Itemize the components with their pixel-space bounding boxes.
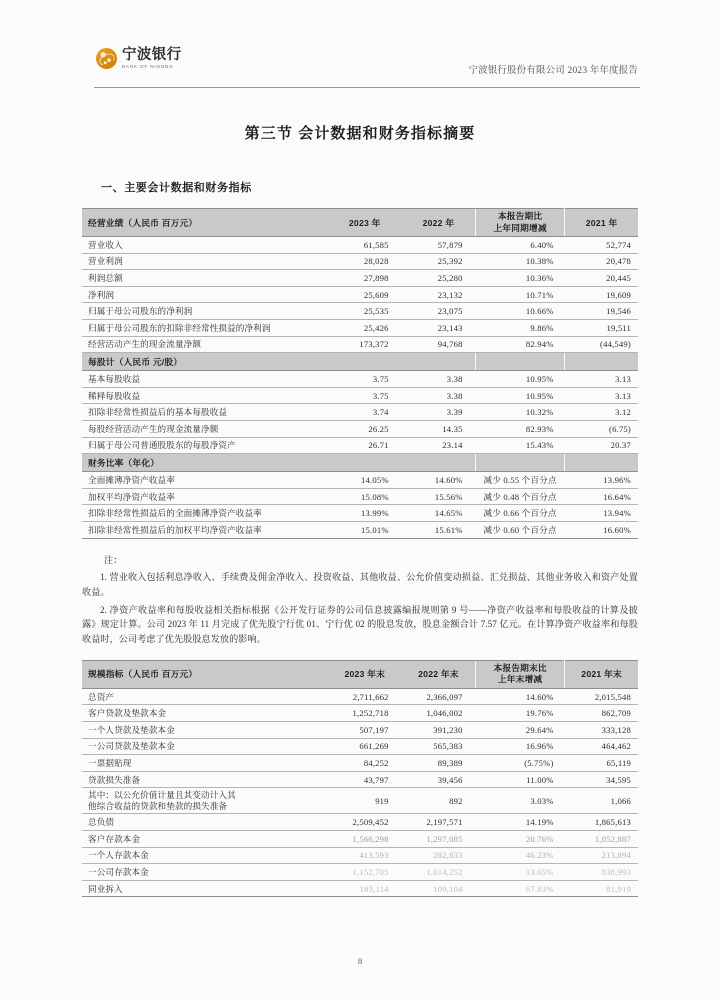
row-label: 加权平均净资产收益率	[82, 488, 328, 505]
table2-col-2022: 2022 年末	[402, 660, 476, 688]
table1-col-2023: 2023 年	[328, 209, 402, 237]
row-value-2023: 507,197	[328, 722, 402, 739]
group-row-spacer	[476, 454, 565, 472]
row-value-2023: 3.75	[328, 371, 402, 388]
logo-wordmark	[122, 48, 182, 69]
row-value-2021: 20,478	[565, 253, 638, 270]
table1-header-row	[82, 209, 638, 237]
row-value-2022: 2,366,097	[402, 688, 476, 705]
table-row	[82, 830, 638, 847]
table-row	[82, 864, 638, 881]
row-value-change: 15.43%	[476, 437, 565, 454]
row-value-2022: 391,230	[402, 722, 476, 739]
note-item-1: 1. 营业收入包括利息净收入、手续费及佣金净收入、投资收益、其他收益、公允价值变动损益、汇兑损益、其他业务收入和资产处置收益。	[82, 572, 638, 597]
row-value-2022: 3.38	[402, 371, 476, 388]
running-header	[82, 46, 638, 88]
row-value-change: 10.36%	[476, 270, 565, 287]
row-label: 利润总额	[82, 270, 328, 287]
row-value-2021: 464,462	[565, 738, 638, 755]
table-row	[82, 237, 638, 254]
row-value-2023: 26.25	[328, 420, 402, 437]
row-value-2023: 25,609	[328, 286, 402, 303]
row-value-2023: 25,535	[328, 303, 402, 320]
row-value-2023: 173,372	[328, 336, 402, 353]
table-row	[82, 688, 638, 705]
row-value-2022: 1,046,002	[402, 705, 476, 722]
row-value-change: 10.66%	[476, 303, 565, 320]
table-row	[82, 371, 638, 388]
subsection-heading: 一、主要会计数据和财务指标	[101, 182, 252, 194]
row-label: 营业收入	[82, 237, 328, 254]
row-value-2022: 1,297,085	[402, 830, 476, 847]
row-label: 一票据贴现	[82, 755, 328, 772]
row-label: 稀释每股收益	[82, 387, 328, 404]
table-row	[82, 788, 638, 814]
row-value-2023: 43,797	[328, 771, 402, 788]
row-value-2021: 19,511	[565, 319, 638, 336]
row-label: 经营活动产生的现金流量净额	[82, 336, 328, 353]
notes-block	[82, 553, 638, 647]
table1-body	[82, 237, 638, 539]
change-line-2: 上年末增减	[497, 674, 543, 685]
table-row	[82, 847, 638, 864]
row-value-2023: 1,152,705	[328, 864, 402, 881]
row-value-2022: 25,280	[402, 270, 476, 287]
row-value-2021: 19,609	[565, 286, 638, 303]
row-value-2023: 25,426	[328, 319, 402, 336]
table-row	[82, 303, 638, 320]
row-value-2021: (44,549)	[565, 336, 638, 353]
table2-col-label: 规模指标（人民币 百万元）	[82, 660, 328, 688]
row-value-change: 6.40%	[476, 237, 565, 254]
notes-label: 注：	[104, 554, 123, 565]
row-value-change: 10.38%	[476, 253, 565, 270]
row-label: 归属于母公司股东的净利润	[82, 303, 328, 320]
row-value-2022: 23.14	[402, 437, 476, 454]
row-value-2021: 1,865,613	[565, 814, 638, 831]
row-label: 归属于母公司股东的扣除非经常性损益的净利润	[82, 319, 328, 336]
table1-col-2022: 2022 年	[402, 209, 476, 237]
table-group-row	[82, 353, 638, 371]
row-value-2023: 84,252	[328, 755, 402, 772]
table-row	[82, 270, 638, 287]
change-line-1: 本报告期比	[497, 211, 543, 222]
row-label: 扣除非经常性损益后的全面摊薄净资产收益率	[82, 505, 328, 522]
table-row	[82, 705, 638, 722]
table-row	[82, 488, 638, 505]
row-value-2021: 13.96%	[565, 472, 638, 489]
table-row	[82, 880, 638, 897]
row-value-2021: (6.75)	[565, 420, 638, 437]
row-label: 客户贷款及垫款本金	[82, 705, 328, 722]
table-row	[82, 336, 638, 353]
row-value-2022: 282,833	[402, 847, 476, 864]
row-value-2023: 2,711,662	[328, 688, 402, 705]
row-value-2023: 15.01%	[328, 521, 402, 538]
row-value-2021: 862,709	[565, 705, 638, 722]
main-accounting-indicators-table	[82, 208, 638, 539]
table-row	[82, 738, 638, 755]
row-value-change: 减少 0.48 个百分点	[476, 488, 565, 505]
table-row	[82, 505, 638, 522]
row-value-2022: 109,104	[402, 880, 476, 897]
row-label: 总负债	[82, 814, 328, 831]
row-value-2023: 26.71	[328, 437, 402, 454]
row-value-2022: 14.60%	[402, 472, 476, 489]
row-value-2021: 1,066	[565, 788, 638, 814]
row-value-change: 减少 0.60 个百分点	[476, 521, 565, 538]
row-label: 总资产	[82, 688, 328, 705]
row-value-2022: 15.61%	[402, 521, 476, 538]
row-value-2021: 20.37	[565, 437, 638, 454]
row-value-2023: 61,585	[328, 237, 402, 254]
row-value-2022: 25,392	[402, 253, 476, 270]
table1-col-2021: 2021 年	[565, 209, 638, 237]
row-value-change: 3.03%	[476, 788, 565, 814]
table-row	[82, 420, 638, 437]
row-label: 每股经营活动产生的现金流量净额	[82, 420, 328, 437]
bank-of-ningbo-logo-icon	[96, 48, 117, 69]
row-value-2021: 81,919	[565, 880, 638, 897]
row-value-change: 减少 0.55 个百分点	[476, 472, 565, 489]
row-value-2023: 15.08%	[328, 488, 402, 505]
row-value-2021: 65,119	[565, 755, 638, 772]
row-label: 其中：以公允价值计量且其变动计入其 他综合收益的贷款和垫款的损失准备	[82, 788, 328, 814]
row-value-change: 67.83%	[476, 880, 565, 897]
row-label: 一个人存款本金	[82, 847, 328, 864]
table-row	[82, 771, 638, 788]
row-label: 归属于母公司普通股股东的每股净资产	[82, 437, 328, 454]
row-value-2022: 15.56%	[402, 488, 476, 505]
row-label: 基本每股收益	[82, 371, 328, 388]
row-value-change: 82.93%	[476, 420, 565, 437]
row-value-change: 46.23%	[476, 847, 565, 864]
row-value-2023: 3.74	[328, 404, 402, 421]
row-value-2023: 1,252,718	[328, 705, 402, 722]
row-value-change: 14.60%	[476, 688, 565, 705]
table1-col-label: 经营业绩（人民币 百万元）	[82, 209, 328, 237]
table2-header-row	[82, 660, 638, 688]
row-value-2021: 3.13	[565, 387, 638, 404]
row-value-2023: 919	[328, 788, 402, 814]
row-value-2022: 89,389	[402, 755, 476, 772]
row-value-2023: 2,509,452	[328, 814, 402, 831]
group-row-label: 每股计（人民币 元/股）	[82, 353, 476, 371]
row-value-2022: 23,075	[402, 303, 476, 320]
logo-name-cn: 宁波银行	[122, 47, 182, 63]
table2-col-change	[476, 660, 565, 688]
table-row	[82, 404, 638, 421]
row-value-change: 9.86%	[476, 319, 565, 336]
group-row-spacer	[565, 353, 638, 371]
row-value-change: 82.94%	[476, 336, 565, 353]
table-row	[82, 722, 638, 739]
row-value-2021: 213,894	[565, 847, 638, 864]
table-row	[82, 387, 638, 404]
row-value-2023: 3.75	[328, 387, 402, 404]
table-row	[82, 253, 638, 270]
row-value-change: 11.00%	[476, 771, 565, 788]
table-group-row	[82, 454, 638, 472]
row-value-2021: 19,546	[565, 303, 638, 320]
row-label: 营业利润	[82, 253, 328, 270]
row-value-2021: 3.12	[565, 404, 638, 421]
row-value-2022: 39,456	[402, 771, 476, 788]
group-row-spacer	[565, 454, 638, 472]
row-value-change: 10.71%	[476, 286, 565, 303]
table2-col-2023: 2023 年末	[328, 660, 402, 688]
row-value-2022: 94,768	[402, 336, 476, 353]
row-value-2023: 28,028	[328, 253, 402, 270]
table-row	[82, 286, 638, 303]
row-value-2021: 13.94%	[565, 505, 638, 522]
row-value-2022: 1,014,252	[402, 864, 476, 881]
row-label: 净利润	[82, 286, 328, 303]
row-value-change: 20.76%	[476, 830, 565, 847]
row-label: 贷款损失准备	[82, 771, 328, 788]
row-value-2021: 333,128	[565, 722, 638, 739]
header-report-title: 宁波银行股份有限公司 2023 年年度报告	[468, 66, 638, 76]
row-value-change: 13.65%	[476, 864, 565, 881]
group-row-spacer	[476, 353, 565, 371]
table-row	[82, 755, 638, 772]
row-value-2021: 16.60%	[565, 521, 638, 538]
row-value-2022: 57,879	[402, 237, 476, 254]
row-label: 一公司存款本金	[82, 864, 328, 881]
row-value-2022: 23,132	[402, 286, 476, 303]
table-row	[82, 814, 638, 831]
row-value-2023: 14.05%	[328, 472, 402, 489]
row-value-change: (5.75%)	[476, 755, 565, 772]
note-item-2: 2. 净资产收益率和每股收益相关指标根据《公开发行证券的公司信息披露编报规则第 9 号——净资产收益率和每股收益的计算及披露》规定计算。公司 2023 年 11 月完成了优先股宁行优 01、宁行优 02 的股息发放，股息金额合计 7.57 亿元。在计算净资产收益率和每股收益时，公司考虑了优先股股息发放的影响。	[82, 604, 638, 645]
row-value-change: 10.32%	[476, 404, 565, 421]
row-label: 一个人贷款及垫款本金	[82, 722, 328, 739]
row-label: 同业拆入	[82, 880, 328, 897]
page-title: 第三节 会计数据和财务指标摘要	[244, 125, 476, 142]
scale-indicators-table	[82, 660, 638, 898]
row-label: 客户存款本金	[82, 830, 328, 847]
row-value-change: 14.19%	[476, 814, 565, 831]
row-value-2022: 3.39	[402, 404, 476, 421]
group-row-label: 财务比率（年化）	[82, 454, 476, 472]
table2-body	[82, 688, 638, 897]
row-value-change: 19.76%	[476, 705, 565, 722]
row-label: 全面摊薄净资产收益率	[82, 472, 328, 489]
row-value-2022: 2,197,571	[402, 814, 476, 831]
row-value-2021: 838,993	[565, 864, 638, 881]
logo-name-en: BANK OF NINGBO	[122, 63, 174, 69]
header-divider	[94, 87, 640, 88]
change-line-2: 上年同期增减	[493, 222, 547, 233]
row-value-2023: 1,566,298	[328, 830, 402, 847]
row-value-2023: 13.99%	[328, 505, 402, 522]
row-label: 扣除非经常性损益后的加权平均净资产收益率	[82, 521, 328, 538]
table2-col-2021: 2021 年末	[565, 660, 638, 688]
page-number: 8	[357, 956, 363, 966]
row-value-2022: 14.65%	[402, 505, 476, 522]
row-value-change: 10.95%	[476, 387, 565, 404]
table-row	[82, 437, 638, 454]
row-value-2022: 892	[402, 788, 476, 814]
change-line-1: 本报告期末比	[493, 663, 547, 674]
table1-col-change	[476, 209, 565, 237]
row-value-2022: 14.35	[402, 420, 476, 437]
bank-logo	[96, 48, 182, 69]
row-value-2023: 183,114	[328, 880, 402, 897]
row-value-2021: 34,595	[565, 771, 638, 788]
table-row	[82, 319, 638, 336]
row-label: 一公司贷款及垫款本金	[82, 738, 328, 755]
row-value-2022: 23,143	[402, 319, 476, 336]
row-value-2022: 565,383	[402, 738, 476, 755]
row-value-2021: 20,445	[565, 270, 638, 287]
row-value-2023: 27,898	[328, 270, 402, 287]
row-value-2021: 1,052,887	[565, 830, 638, 847]
row-value-2021: 2,015,548	[565, 688, 638, 705]
row-value-2022: 3.38	[402, 387, 476, 404]
table-row	[82, 521, 638, 538]
row-value-change: 10.95%	[476, 371, 565, 388]
table-row	[82, 472, 638, 489]
row-value-2023: 661,269	[328, 738, 402, 755]
row-value-2021: 16.64%	[565, 488, 638, 505]
row-value-change: 16.96%	[476, 738, 565, 755]
row-value-change: 减少 0.66 个百分点	[476, 505, 565, 522]
row-value-2021: 3.13	[565, 371, 638, 388]
row-label: 扣除非经常性损益后的基本每股收益	[82, 404, 328, 421]
row-value-2021: 52,774	[565, 237, 638, 254]
row-value-2023: 413,593	[328, 847, 402, 864]
row-value-change: 29.64%	[476, 722, 565, 739]
